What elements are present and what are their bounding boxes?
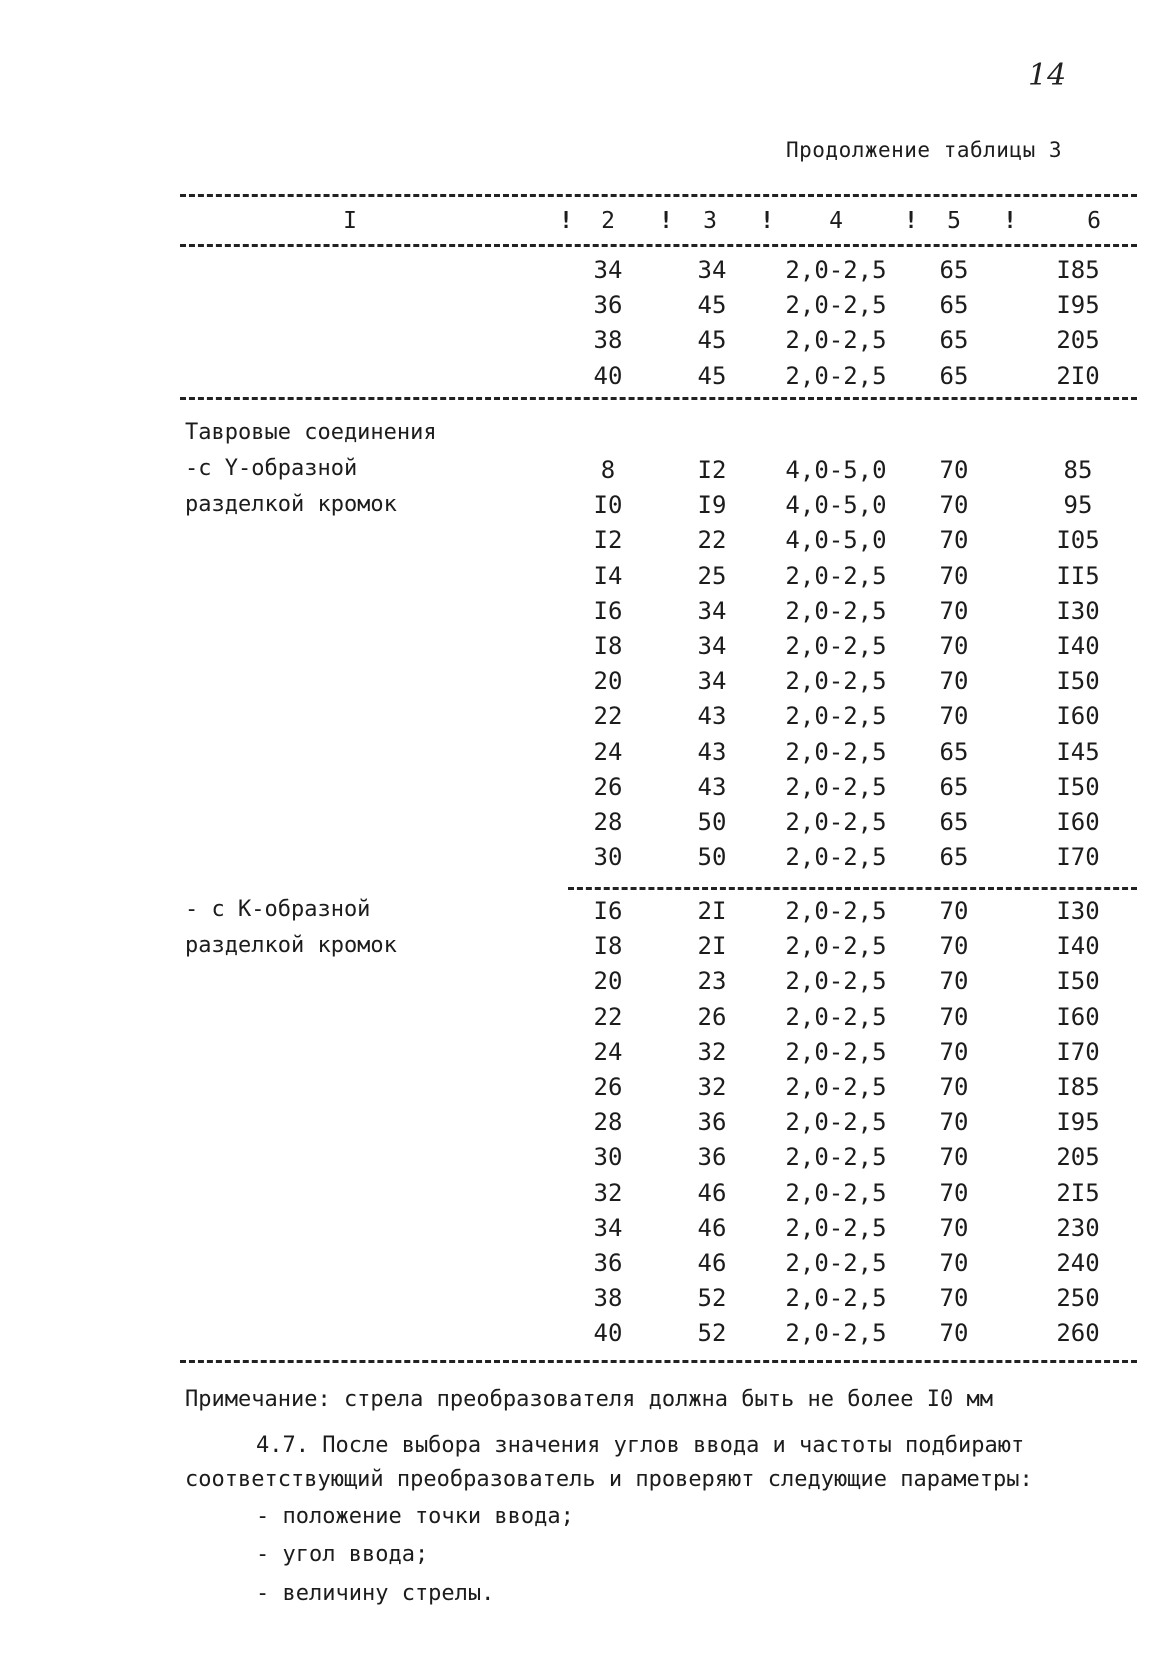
table-cell: 20 — [593, 667, 623, 695]
table-cell: 4,0-5,0 — [785, 526, 887, 554]
table-cell: 26 — [593, 773, 623, 801]
table-cell: 34 — [697, 632, 727, 660]
table-cell: 28 — [593, 1108, 623, 1136]
table-cell: 43 — [697, 773, 727, 801]
table-cell: 38 — [593, 1284, 623, 1312]
table-cell: 45 — [697, 362, 727, 390]
table-cell: II5 — [1056, 562, 1100, 590]
table-cell: 20 — [593, 967, 623, 995]
table-cell: 38 — [593, 326, 623, 354]
table-cell: 2I — [697, 897, 727, 925]
table-cell: 70 — [939, 562, 969, 590]
table-cell: 70 — [939, 1319, 969, 1347]
column-separator: ! — [1003, 208, 1017, 234]
table-cell: 65 — [939, 291, 969, 319]
table-cell: 2I5 — [1056, 1179, 1100, 1207]
table-cell: 2,0-2,5 — [785, 632, 887, 660]
table-cell: 70 — [939, 1073, 969, 1101]
table-cell: 2,0-2,5 — [785, 1073, 887, 1101]
table-cell: 45 — [697, 291, 727, 319]
table-cell: I30 — [1056, 897, 1100, 925]
table-cell: I2 — [593, 526, 623, 554]
table-cell: 70 — [939, 491, 969, 519]
table-cell: 2,0-2,5 — [785, 667, 887, 695]
table-cell: 2,0-2,5 — [785, 1108, 887, 1136]
table-cell: I6 — [593, 597, 623, 625]
table-continuation-title: Продолжение таблицы 3 — [786, 138, 1063, 162]
column-header-5: 5 — [947, 208, 961, 234]
table-cell: I50 — [1056, 967, 1100, 995]
group-label-line: - с К-образной — [185, 897, 371, 922]
table-cell: 2,0-2,5 — [785, 773, 887, 801]
table-cell: 2I — [697, 932, 727, 960]
table-cell: 50 — [697, 808, 727, 836]
table-cell: 2,0-2,5 — [785, 1214, 887, 1242]
table-cell: 8 — [600, 456, 616, 484]
table-cell: 34 — [593, 256, 623, 284]
table-cell: 46 — [697, 1249, 727, 1277]
table-cell: 70 — [939, 702, 969, 730]
table-cell: I60 — [1056, 702, 1100, 730]
bullet-item: - величину стрелы. — [256, 1581, 495, 1606]
table-cell: 40 — [593, 1319, 623, 1347]
table-cell: I8 — [593, 632, 623, 660]
table-cell: 95 — [1063, 491, 1093, 519]
group-label-line: разделкой кромок — [185, 492, 397, 517]
column-header-6: 6 — [1087, 208, 1101, 234]
table-cell: 2,0-2,5 — [785, 291, 887, 319]
table-cell: 65 — [939, 256, 969, 284]
table-cell: 205 — [1056, 1143, 1100, 1171]
column-header-2: 2 — [601, 208, 615, 234]
table-cell: 34 — [593, 1214, 623, 1242]
table-cell: 65 — [939, 773, 969, 801]
table-cell: 23 — [697, 967, 727, 995]
table-cell: 2,0-2,5 — [785, 1249, 887, 1277]
table-cell: 70 — [939, 597, 969, 625]
table-cell: 45 — [697, 326, 727, 354]
table-cell: 34 — [697, 597, 727, 625]
table-cell: 24 — [593, 1038, 623, 1066]
subgroup-divider-rule — [568, 887, 1137, 890]
table-cell: 70 — [939, 1249, 969, 1277]
table-cell: 4,0-5,0 — [785, 491, 887, 519]
table-cell: 2,0-2,5 — [785, 738, 887, 766]
table-cell: I9 — [697, 491, 727, 519]
table-cell: I60 — [1056, 808, 1100, 836]
table-cell: 70 — [939, 526, 969, 554]
table-cell: 2,0-2,5 — [785, 1319, 887, 1347]
group-divider-rule — [180, 397, 1137, 400]
table-cell: I2 — [697, 456, 727, 484]
table-cell: I05 — [1056, 526, 1100, 554]
table-cell: 2,0-2,5 — [785, 597, 887, 625]
table-cell: 70 — [939, 632, 969, 660]
table-cell: 70 — [939, 897, 969, 925]
table-cell: 32 — [697, 1038, 727, 1066]
table-cell: I40 — [1056, 632, 1100, 660]
table-cell: 4,0-5,0 — [785, 456, 887, 484]
table-cell: I70 — [1056, 1038, 1100, 1066]
table-cell: I95 — [1056, 1108, 1100, 1136]
table-cell: 34 — [697, 667, 727, 695]
table-cell: 2,0-2,5 — [785, 1003, 887, 1031]
table-cell: I8 — [593, 932, 623, 960]
table-cell: 70 — [939, 1143, 969, 1171]
table-cell: I6 — [593, 897, 623, 925]
table-cell: 70 — [939, 932, 969, 960]
table-cell: 43 — [697, 738, 727, 766]
table-cell: 2,0-2,5 — [785, 932, 887, 960]
table-cell: 70 — [939, 1108, 969, 1136]
column-header-1: I — [343, 208, 357, 234]
table-cell: 36 — [697, 1143, 727, 1171]
table-cell: I95 — [1056, 291, 1100, 319]
table-cell: 22 — [593, 702, 623, 730]
table-cell: 70 — [939, 1284, 969, 1312]
table-cell: 65 — [939, 843, 969, 871]
table-cell: 70 — [939, 456, 969, 484]
table-cell: 2,0-2,5 — [785, 1284, 887, 1312]
group-label-line: Тавровые соединения — [185, 420, 437, 445]
column-separator: ! — [659, 208, 673, 234]
table-cell: 46 — [697, 1179, 727, 1207]
table-cell: 40 — [593, 362, 623, 390]
table-cell: 260 — [1056, 1319, 1100, 1347]
table-cell: 70 — [939, 967, 969, 995]
table-cell: 70 — [939, 667, 969, 695]
table-cell: 43 — [697, 702, 727, 730]
table-cell: I4 — [593, 562, 623, 590]
table-cell: 32 — [697, 1073, 727, 1101]
group-label-line: -с Y-образной — [185, 456, 358, 481]
table-cell: I50 — [1056, 667, 1100, 695]
table-cell: 52 — [697, 1284, 727, 1312]
table-cell: 250 — [1056, 1284, 1100, 1312]
table-cell: 2,0-2,5 — [785, 967, 887, 995]
table-cell: 2,0-2,5 — [785, 808, 887, 836]
table-cell: 28 — [593, 808, 623, 836]
table-cell: 30 — [593, 843, 623, 871]
table-cell: 52 — [697, 1319, 727, 1347]
table-cell: 26 — [593, 1073, 623, 1101]
page-number: 14 — [1028, 58, 1067, 93]
table-bottom-rule — [180, 1360, 1137, 1363]
table-cell: 50 — [697, 843, 727, 871]
table-cell: 36 — [697, 1108, 727, 1136]
table-cell: I40 — [1056, 932, 1100, 960]
column-separator: ! — [904, 208, 918, 234]
table-cell: 65 — [939, 362, 969, 390]
table-cell: 25 — [697, 562, 727, 590]
table-cell: I45 — [1056, 738, 1100, 766]
table-cell: 2,0-2,5 — [785, 1143, 887, 1171]
column-header-3: 3 — [703, 208, 717, 234]
table-cell: 2,0-2,5 — [785, 362, 887, 390]
table-cell: 70 — [939, 1179, 969, 1207]
table-cell: 2,0-2,5 — [785, 843, 887, 871]
table-cell: 22 — [593, 1003, 623, 1031]
table-cell: 26 — [697, 1003, 727, 1031]
table-cell: 22 — [697, 526, 727, 554]
table-cell: 70 — [939, 1214, 969, 1242]
table-cell: 70 — [939, 1038, 969, 1066]
table-cell: 65 — [939, 808, 969, 836]
table-cell: 2,0-2,5 — [785, 702, 887, 730]
column-separator: ! — [559, 208, 573, 234]
bullet-item: - угол ввода; — [256, 1542, 429, 1567]
column-separator: ! — [760, 208, 774, 234]
table-cell: 2I0 — [1056, 362, 1100, 390]
table-cell: I60 — [1056, 1003, 1100, 1031]
table-cell: 24 — [593, 738, 623, 766]
column-header-4: 4 — [829, 208, 843, 234]
group-label-line: разделкой кромок — [185, 933, 397, 958]
table-cell: 65 — [939, 738, 969, 766]
table-cell: 65 — [939, 326, 969, 354]
table-cell: I85 — [1056, 256, 1100, 284]
table-cell: 2,0-2,5 — [785, 562, 887, 590]
table-header-rule — [180, 244, 1137, 247]
table-cell: I70 — [1056, 843, 1100, 871]
table-cell: I50 — [1056, 773, 1100, 801]
table-cell: I30 — [1056, 597, 1100, 625]
paragraph-line: соответствующий преобразователь и проверяют следующие параметры: — [185, 1467, 1033, 1492]
table-cell: 34 — [697, 256, 727, 284]
table-cell: 2,0-2,5 — [785, 1038, 887, 1066]
paragraph-line: 4.7. После выбора значения углов ввода и частоты подбирают — [256, 1433, 1025, 1458]
table-cell: I85 — [1056, 1073, 1100, 1101]
table-note: Примечание: стрела преобразователя должна быть не более I0 мм — [185, 1387, 993, 1412]
table-cell: 46 — [697, 1214, 727, 1242]
table-cell: 2,0-2,5 — [785, 256, 887, 284]
table-cell: 2,0-2,5 — [785, 897, 887, 925]
table-cell: 240 — [1056, 1249, 1100, 1277]
table-top-rule — [180, 194, 1137, 197]
table-cell: 2,0-2,5 — [785, 326, 887, 354]
table-cell: 70 — [939, 1003, 969, 1031]
table-cell: 32 — [593, 1179, 623, 1207]
table-cell: 36 — [593, 1249, 623, 1277]
table-cell: 230 — [1056, 1214, 1100, 1242]
table-cell: 30 — [593, 1143, 623, 1171]
bullet-item: - положение точки ввода; — [256, 1504, 574, 1529]
table-cell: I0 — [593, 491, 623, 519]
table-cell: 36 — [593, 291, 623, 319]
table-cell: 2,0-2,5 — [785, 1179, 887, 1207]
table-cell: 85 — [1063, 456, 1093, 484]
table-cell: 205 — [1056, 326, 1100, 354]
